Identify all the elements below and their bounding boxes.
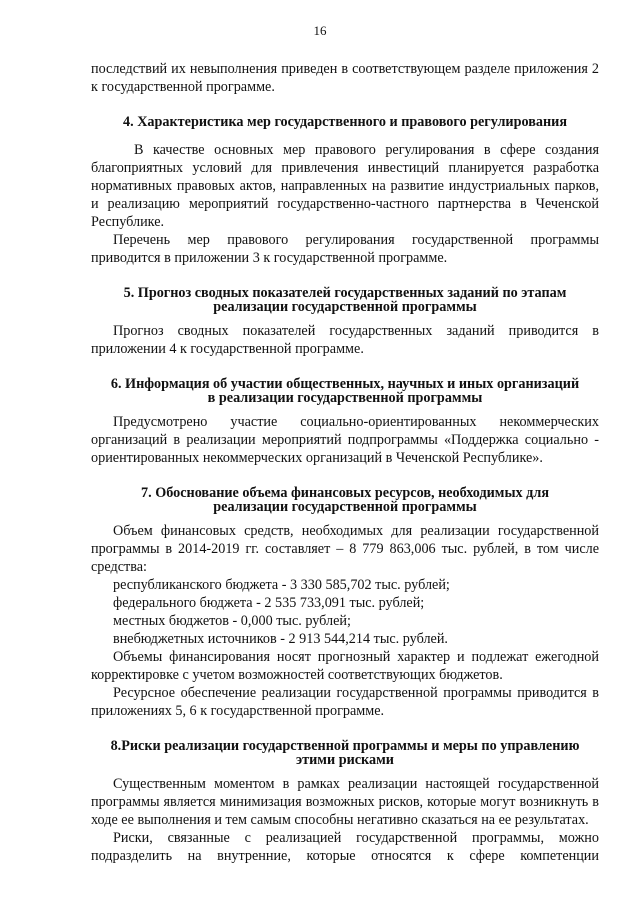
section-5-heading bbox=[91, 286, 599, 314]
section-8-paragraph-1: Существенным моментом в рамках реализации настоящей государственной программы является минимизация возможных рисков, которые могут возникнуть в ходе ее выполнения и тем самым способны негативно сказаться на ее результатах. bbox=[91, 776, 599, 828]
section-8-heading-line1: 8.Риски реализации государственной программы и меры по управлению bbox=[110, 738, 580, 754]
section-7-paragraph-1: Объем финансовых средств, необходимых для реализации государственной программы в 2014-2019 гг. составляет – 8 779 863,006 тыс. рублей, в том числе средства: bbox=[91, 523, 599, 575]
section-7-paragraph-3: Ресурсное обеспечение реализации государственной программы приводится в приложениях 5, 6 к государственной программе. bbox=[91, 685, 599, 719]
section-7-heading-line2: реализации государственной программы bbox=[213, 499, 477, 515]
section-6-heading-line1: 6. Информация об участии общественных, научных и иных организаций bbox=[110, 376, 580, 392]
section-6-paragraph-1: Предусмотрено участие социально-ориентированных некоммерческих организаций в реализации мероприятий подпрограммы «Поддержка социально - ориентированных некоммерческих организаций в Чеченской Республике». bbox=[91, 414, 599, 466]
section-8-heading-line2: этими рисками bbox=[296, 752, 394, 768]
section-5-heading-line2: реализации государственной программы bbox=[213, 299, 477, 315]
list-item: федерального бюджета - 2 535 733,091 тыс. рублей; bbox=[113, 595, 425, 611]
funding-sources-list bbox=[91, 576, 599, 648]
section-6-heading bbox=[91, 377, 599, 405]
section-8-heading bbox=[91, 739, 599, 767]
document-body bbox=[91, 60, 599, 865]
section-7-heading bbox=[91, 486, 599, 514]
list-item: республиканского бюджета - 3 330 585,702 тыс. рублей; bbox=[113, 577, 450, 593]
page-number: 16 bbox=[313, 23, 327, 38]
list-item: внебюджетных источников - 2 913 544,214 тыс. рублей. bbox=[113, 631, 448, 647]
section-7-paragraph-2: Объемы финансирования носят прогнозный характер и подлежат ежегодной корректировке с учетом возможностей соответствующих бюджетов. bbox=[91, 649, 599, 683]
section-4-paragraph-2: Перечень мер правового регулирования государственной программы приводится в приложении 3 к государственной программе. bbox=[91, 232, 599, 266]
section-7-heading-line1: 7. Обоснование объема финансовых ресурсов, необходимых для bbox=[141, 485, 549, 501]
list-item: местных бюджетов - 0,000 тыс. рублей; bbox=[113, 613, 351, 629]
section-6-heading-line2: в реализации государственной программы bbox=[207, 390, 483, 406]
section-5-heading-line1: 5. Прогноз сводных показателей государственных заданий по этапам bbox=[123, 285, 567, 301]
section-4-paragraph-1: В качестве основных мер правового регулирования в сфере создания благоприятных условий для привлечения инвестиций планируется разработка нормативных правовых актов, направленных на развитие индустриальных парков, и реализацию мероприятий государственно-частного партнерства в Чеченской Республике. bbox=[91, 142, 599, 230]
section-5-paragraph-1: Прогноз сводных показателей государственных заданий приводится в приложении 4 к государственной программе. bbox=[91, 323, 599, 357]
continuation-paragraph: последствий их невыполнения приведен в соответствующем разделе приложения 2 к государственной программе. bbox=[91, 61, 599, 95]
section-8-paragraph-2: Риски, связанные с реализацией государственной программы, можно подразделить на внутренние, которые относятся к сфере компетенции bbox=[91, 830, 599, 864]
section-4-heading: 4. Характеристика мер государственного и правового регулирования bbox=[123, 114, 567, 130]
